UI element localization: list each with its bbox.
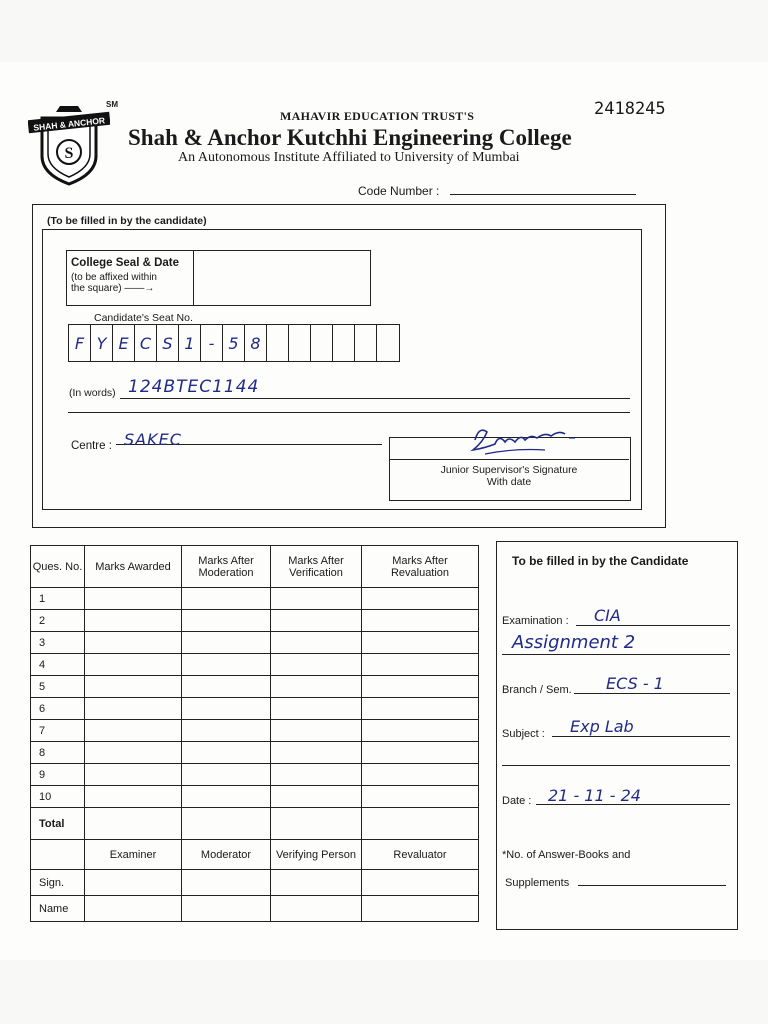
marks-cell[interactable] [85,588,182,610]
subject-field-line-2[interactable] [502,765,730,766]
column-header-ques-no: Ques. No. [31,546,85,588]
role-header-revaluator: Revaluator [362,840,479,870]
centre-value: SAKEC [124,430,182,449]
marks-cell[interactable] [182,764,271,786]
marks-cell[interactable] [362,698,479,720]
seat-number-cell[interactable]: F [69,325,91,361]
marks-table-roles-row [31,840,479,870]
examination-label: Examination : [502,615,569,627]
marks-cell[interactable] [271,654,362,676]
marks-cell[interactable] [362,632,479,654]
in-words-value: 124BTEC1144 [128,377,260,397]
marks-table-question-rows [31,588,479,808]
marks-cell[interactable] [271,698,362,720]
branch-sem-label: Branch / Sem. [502,684,572,696]
seal-title: College Seal & Date [71,257,180,269]
name-cell[interactable] [362,896,479,922]
examination-field[interactable] [576,625,730,626]
college-name: Shah & Anchor Kutchhi Engineering College [128,125,572,150]
seat-number-cell[interactable] [333,325,355,361]
question-row [31,632,479,654]
supervisor-signature-label [389,464,629,488]
seat-number-cell[interactable]: 1 [179,325,201,361]
marks-cell[interactable] [182,720,271,742]
marks-cell[interactable] [182,742,271,764]
branch-sem-field[interactable] [574,693,730,694]
sign-cell[interactable] [362,870,479,896]
marks-cell[interactable] [271,588,362,610]
question-number: 7 [31,720,85,742]
marks-cell[interactable] [85,632,182,654]
seat-number-cell[interactable] [289,325,311,361]
code-number-label: Code Number : [358,184,440,198]
trust-name: MAHAVIR EDUCATION TRUST'S [280,109,475,123]
column-header-marks-after-revaluation: Marks After Revaluation [362,546,479,588]
seal-note-line-1: (to be affixed within [71,272,157,283]
marks-cell[interactable] [271,720,362,742]
in-words-label: (In words) [69,387,116,399]
question-number: 5 [31,676,85,698]
seat-number-cell[interactable]: 5 [223,325,245,361]
marks-cell[interactable] [271,676,362,698]
question-row [31,654,479,676]
marks-cell[interactable] [271,786,362,808]
sign-cell[interactable] [85,870,182,896]
question-row [31,742,479,764]
seat-number-cell[interactable]: Y [91,325,113,361]
marks-cell[interactable] [362,720,479,742]
supplements-field[interactable] [578,885,726,886]
role-header-moderator: Moderator [182,840,271,870]
subject-field[interactable] [552,736,730,737]
marks-cell[interactable] [362,786,479,808]
marks-cell[interactable] [182,610,271,632]
marks-cell[interactable] [85,720,182,742]
sign-label: Sign. [31,870,85,896]
question-number: 6 [31,698,85,720]
sign-cell[interactable] [271,870,362,896]
marks-cell[interactable] [362,654,479,676]
marks-cell[interactable] [85,610,182,632]
marks-cell[interactable] [271,764,362,786]
seat-number-cell[interactable]: S [157,325,179,361]
question-number: 4 [31,654,85,676]
date-label: Date : [502,795,532,807]
college-seal-square[interactable] [192,250,371,306]
name-label: Name [31,896,85,922]
seat-number-cell[interactable]: - [201,325,223,361]
seat-number-label: Candidate's Seat No. [94,312,193,324]
logo-trademark: SM [106,100,118,109]
form-number: 2418245 [594,99,666,119]
marks-cell[interactable] [271,742,362,764]
college-logo [28,104,110,188]
marks-cell[interactable] [85,742,182,764]
column-header-marks-after-verification: Marks After Verification [271,546,362,588]
seat-number-cell[interactable] [267,325,289,361]
marks-cell[interactable] [85,698,182,720]
marks-cell[interactable] [271,632,362,654]
marks-cell[interactable] [182,786,271,808]
seat-number-cell[interactable] [377,325,399,361]
marks-cell[interactable] [182,698,271,720]
marks-cell[interactable] [362,610,479,632]
name-cell[interactable] [85,896,182,922]
marks-cell[interactable] [182,654,271,676]
examination-value: CIA [594,606,621,625]
seat-number-cell[interactable]: C [135,325,157,361]
marks-cell[interactable] [85,786,182,808]
seat-number-cell[interactable] [311,325,333,361]
question-number: 9 [31,764,85,786]
code-number-field[interactable] [450,194,636,195]
svg-text:SHAH & ANCHOR: SHAH & ANCHOR [32,115,106,133]
candidate-details-heading: To be filled in by the Candidate [512,554,689,568]
total-label: Total [31,808,85,840]
svg-text:S: S [64,145,74,162]
question-row [31,610,479,632]
marks-cell[interactable] [362,764,479,786]
marks-cell[interactable] [182,588,271,610]
question-row [31,720,479,742]
seat-number-cell[interactable]: E [113,325,135,361]
question-number: 1 [31,588,85,610]
centre-label: Centre : [71,440,112,452]
column-header-marks-awarded: Marks Awarded [85,546,182,588]
column-header-marks-after-moderation: Marks After Moderation [182,546,271,588]
marks-cell[interactable] [362,742,479,764]
seat-number-cell[interactable] [355,325,377,361]
total-cell[interactable] [182,808,271,840]
marks-table-sign-row [31,870,479,896]
seal-note [71,272,157,294]
in-words-field[interactable] [120,398,630,399]
question-number: 10 [31,786,85,808]
date-value: 21 - 11 - 24 [548,786,641,805]
supervisor-signature-mark [465,420,575,460]
marks-cell[interactable] [85,654,182,676]
supervisor-signature-label-line-1: Junior Supervisor's Signature [440,464,578,476]
marks-table [30,545,479,922]
candidate-section-heading: (To be filled in by the candidate) [47,215,207,227]
question-row [31,588,479,610]
question-row [31,786,479,808]
branch-sem-value: ECS - 1 [606,674,664,693]
marks-cell[interactable] [362,588,479,610]
supplements-label: Supplements [505,877,570,889]
marks-table-total-row [31,808,479,840]
marks-cell[interactable] [85,764,182,786]
examination-field-line-2[interactable] [502,654,730,655]
question-row [31,676,479,698]
roles-blank-cell [31,840,85,870]
examination-value-2: Assignment 2 [512,632,636,653]
question-number: 3 [31,632,85,654]
marks-table-name-row [31,896,479,922]
subject-label: Subject : [502,728,545,740]
supervisor-signature-label-line-2: With date [486,476,532,488]
total-cell[interactable] [271,808,362,840]
role-header-examiner: Examiner [85,840,182,870]
total-cell[interactable] [85,808,182,840]
subject-value: Exp Lab [570,717,634,736]
question-row [31,698,479,720]
seal-note-line-2: the square) ——→ [71,283,155,294]
question-number: 8 [31,742,85,764]
marks-cell[interactable] [362,676,479,698]
college-subtitle: An Autonomous Institute Affiliated to University of Mumbai [178,150,520,165]
sign-cell[interactable] [182,870,271,896]
marks-cell[interactable] [182,632,271,654]
name-cell[interactable] [182,896,271,922]
seat-number-grid[interactable] [68,324,400,362]
name-cell[interactable] [271,896,362,922]
role-header-verifying-person: Verifying Person [271,840,362,870]
total-cell[interactable] [362,808,479,840]
marks-cell[interactable] [182,676,271,698]
marks-cell[interactable] [271,610,362,632]
question-row [31,764,479,786]
marks-table-header-row [31,546,479,588]
question-number: 2 [31,610,85,632]
seat-number-cell[interactable]: 8 [245,325,267,361]
answer-books-label: *No. of Answer-Books and [502,849,631,861]
marks-cell[interactable] [85,676,182,698]
in-words-field-line-2[interactable] [68,412,630,413]
